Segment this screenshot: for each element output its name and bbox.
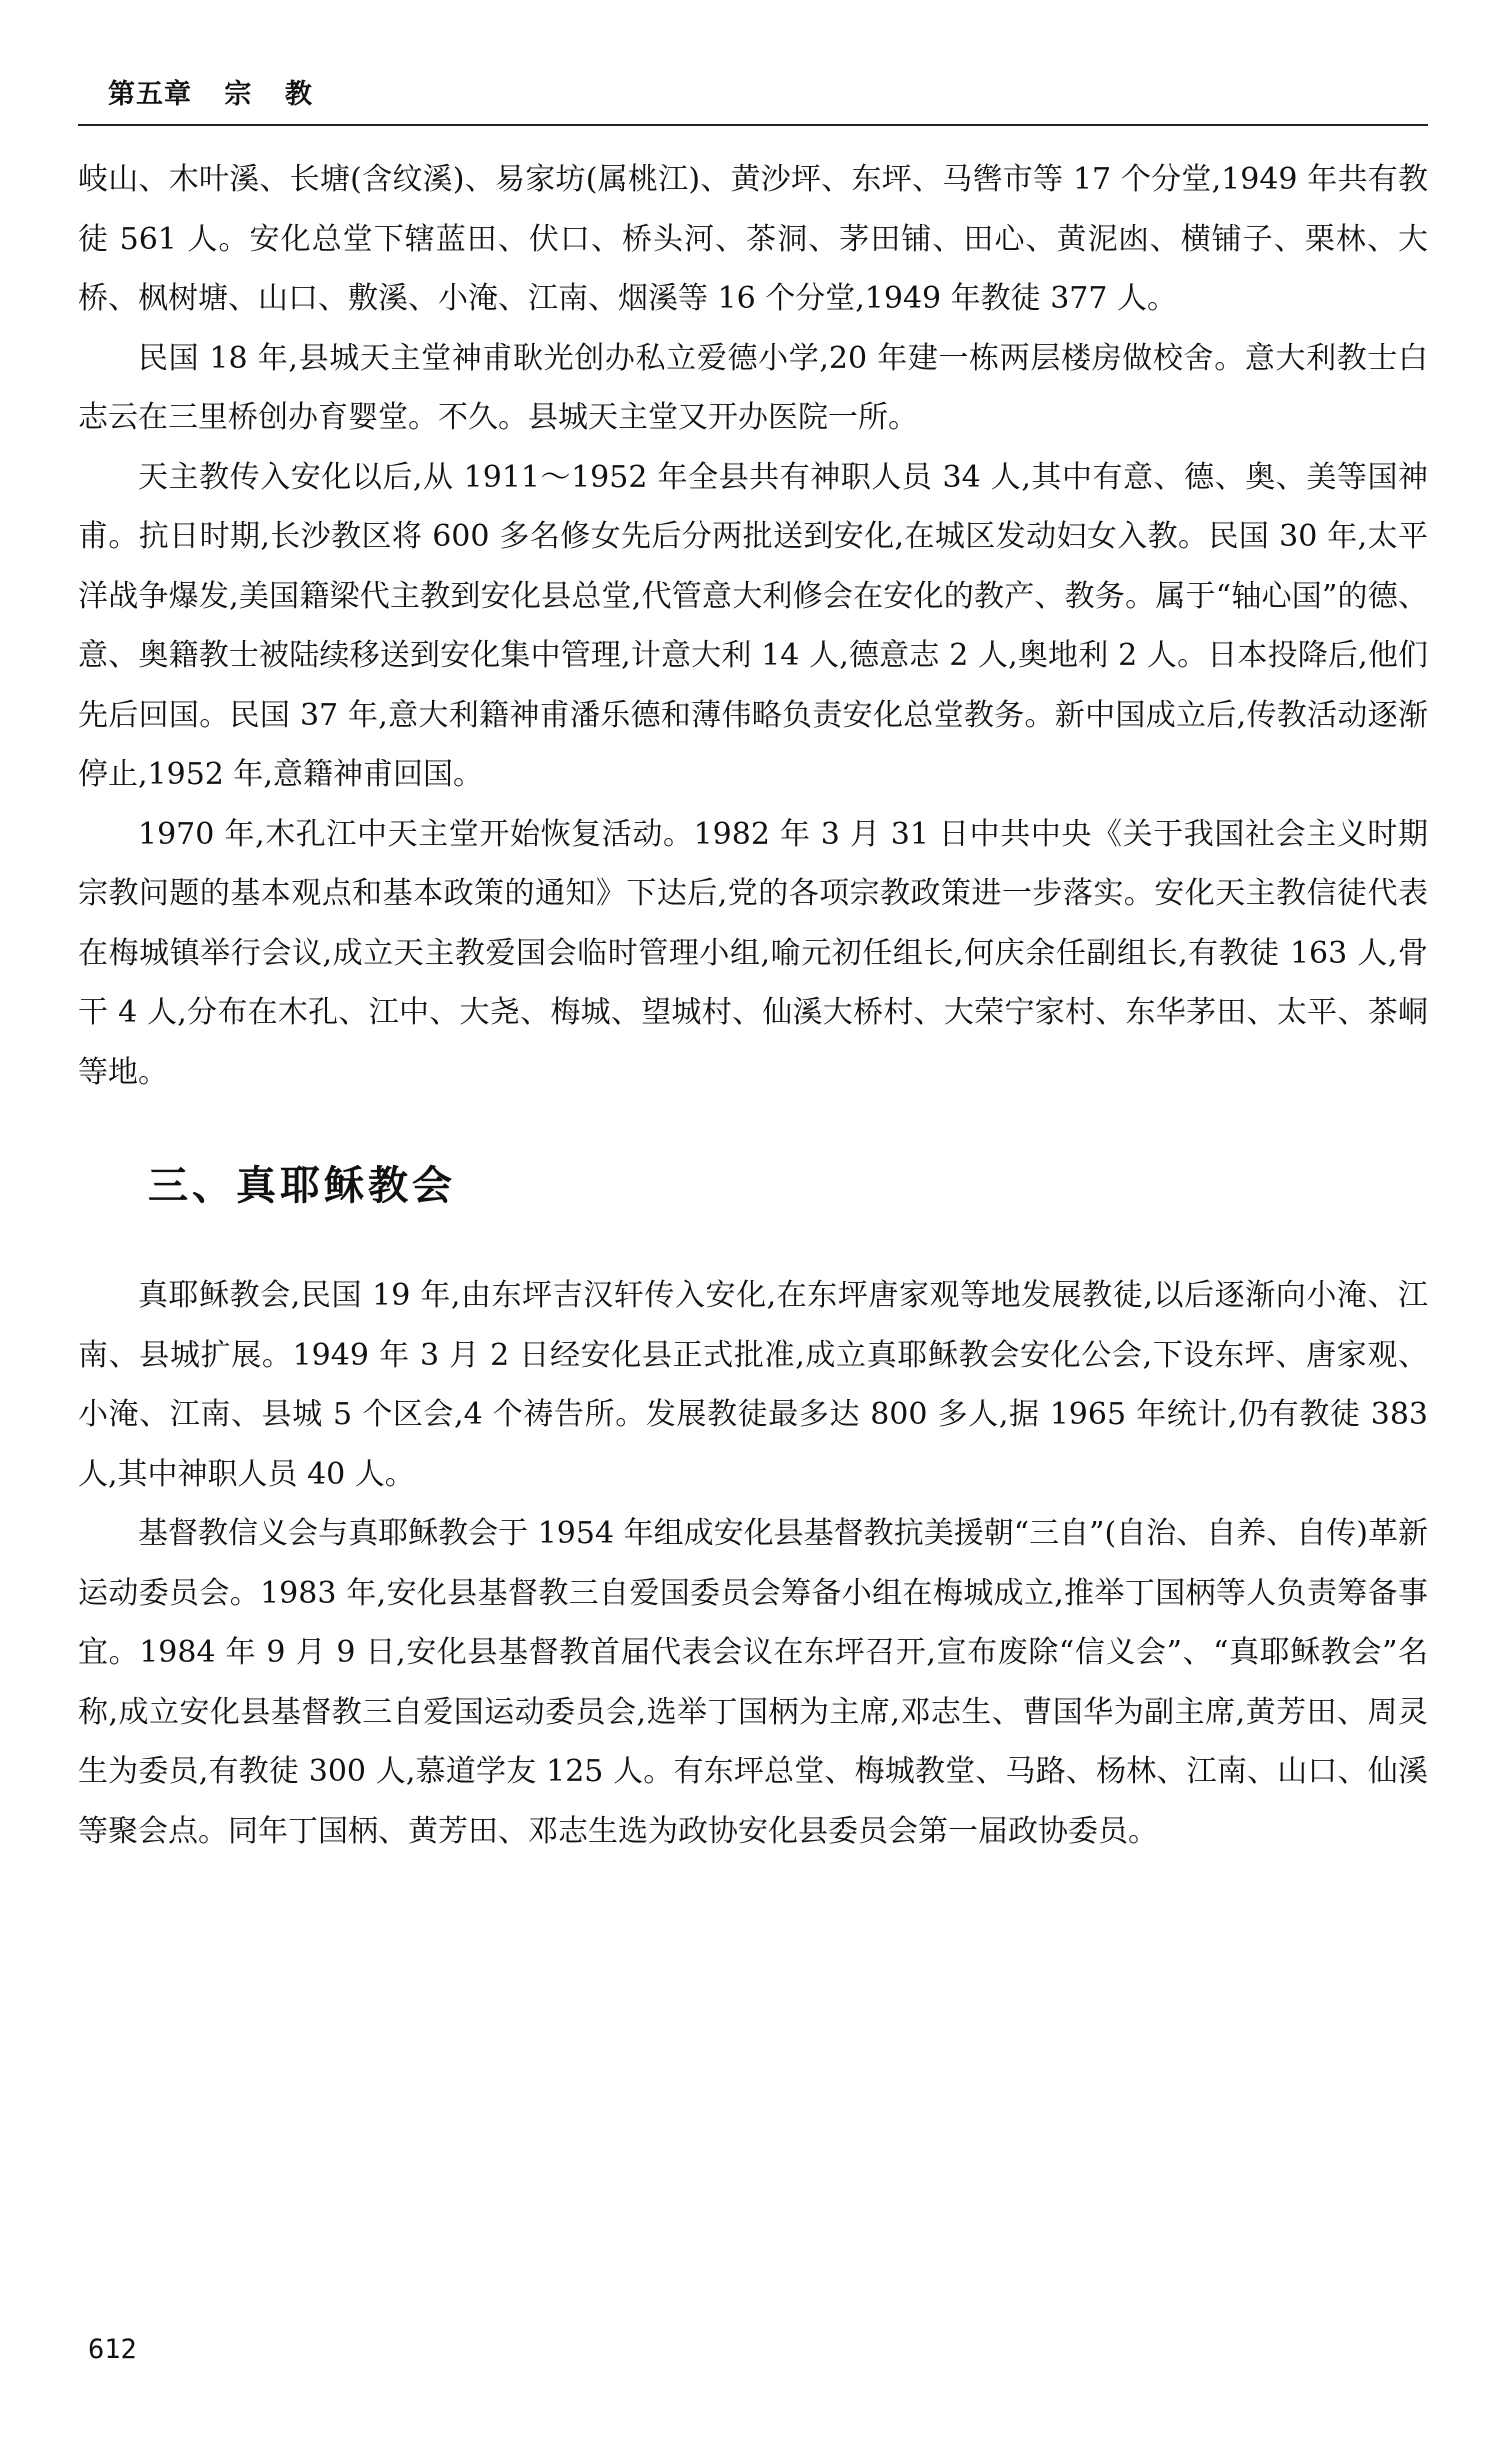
page-body bbox=[78, 150, 1428, 1861]
chapter-label: 第五章 bbox=[108, 79, 192, 110]
paragraph-aide-school: 民国 18 年,县城天主堂神甫耿光创办私立爱德小学,20 年建一栋两层楼房做校舍。意大利教士白志云在三里桥创办育婴堂。不久。县城天主堂又开办医院一所。 bbox=[78, 340, 1428, 435]
paragraph-continuation: 岐山、木叶溪、长塘(含纹溪)、易家坊(属桃江)、黄沙坪、东坪、马辔市等 17 个分堂,1949 年共有教徒 561 人。安化总堂下辖蓝田、伏口、桥头河、茶洞、茅田铺、田心、黄泥凼、横铺子、栗林、大桥、枫树塘、山口、敷溪、小淹、江南、烟溪等 16 个分堂,1949 年教徒 377 人。 bbox=[78, 162, 1428, 316]
page-number: 612 bbox=[88, 2334, 137, 2365]
header-rule bbox=[78, 124, 1428, 126]
paragraph-true-jesus-church: 真耶稣教会,民国 19 年,由东坪吉汉轩传入安化,在东坪唐家观等地发展教徒,以后逐渐向小淹、江南、县城扩展。1949 年 3 月 2 日经安化县正式批准,成立真耶稣教会安化公会,下设东坪、唐家观、小淹、江南、县城 5 个区会,4 个祷告所。发展教徒最多达 800 多人,据 1965 年统计,仍有教徒 383 人,其中神职人员 40 人。 bbox=[78, 1278, 1428, 1492]
paragraph-catholic-history: 天主教传入安化以后,从 1911～1952 年全县共有神职人员 34 人,其中有意、德、奥、美等国神甫。抗日时期,长沙教区将 600 多名修女先后分两批送到安化,在城区发动妇女入教。民国 30 年,太平洋战争爆发,美国籍梁代主教到安化县总堂,代管意大利修会在安化的教产、教务。属于“轴心国”的德、意、奥籍教士被陆续移送到安化集中管理,计意大利 14 人,德意志 2 人,奥地利 2 人。日本投降后,他们先后回国。民国 37 年,意大利籍神甫潘乐德和薄伟略负责安化总堂教务。新中国成立后,传教活动逐渐停止,1952 年,意籍神甫回国。 bbox=[78, 459, 1428, 792]
section-heading: 三、真耶稣教会 bbox=[148, 1162, 456, 1209]
paragraph-three-self-movement: 基督教信义会与真耶稣教会于 1954 年组成安化县基督教抗美援朝“三自”(自治、自养、自传)革新运动委员会。1983 年,安化县基督教三自爱国委员会筹备小组在梅城成立,推举丁国柄等人负责筹备事宜。1984 年 9 月 9 日,安化县基督教首届代表会议在东坪召开,宣布废除“信义会”、“真耶稣教会”名称,成立安化县基督教三自爱国运动委员会,选举丁国柄为主席,邓志生、曹国华为副主席,黄芳田、周灵生为委员,有教徒 300 人,慕道学友 125 人。有东坪总堂、梅城教堂、马路、杨林、江南、山口、仙溪等聚会点。同年丁国柄、黄芳田、邓志生选为政协安化县委员会第一届政协委员。 bbox=[78, 1516, 1428, 1849]
paragraph-catholic-revival: 1970 年,木孔江中天主堂开始恢复活动。1982 年 3 月 31 日中共中央《关于我国社会主义时期宗教问题的基本观点和基本政策的通知》下达后,党的各项宗教政策进一步落实。安化天主教信徒代表在梅城镇举行会议,成立天主教爱国会临时管理小组,喻元初任组长,何庆余任副组长,有教徒 163 人,骨干 4 人,分布在木孔、江中、大尧、梅城、望城村、仙溪大桥村、大荣宁家村、东华茅田、太平、茶峒等地。 bbox=[78, 816, 1428, 1090]
chapter-title-part2: 教 bbox=[284, 79, 313, 110]
chapter-title-part1: 宗 bbox=[224, 79, 253, 110]
running-head bbox=[108, 72, 335, 111]
